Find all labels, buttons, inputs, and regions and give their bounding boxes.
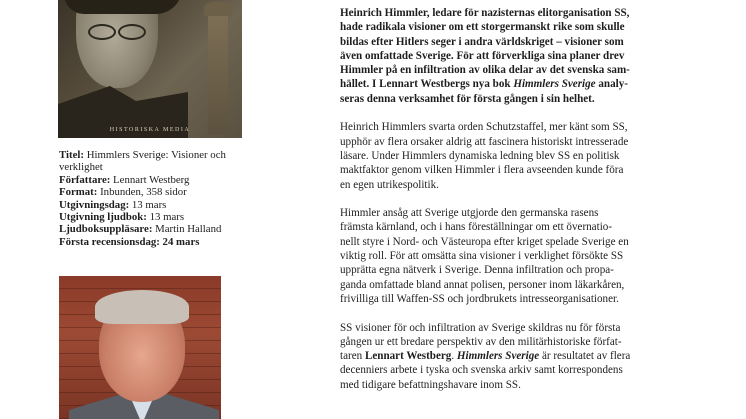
meta-author: Författare: Lennart Westberg <box>59 173 190 186</box>
lead-line: Himmler på en infiltration av olika delar av det svenska sam- <box>340 64 630 77</box>
text-line: decenniers arbete i tyska och svenska arkiv samt korrespondens <box>340 364 623 377</box>
cover-publisher: HISTORISKA MEDIA <box>109 127 191 133</box>
lead-line: Heinrich Himmler, ledare för nazisternas elitorganisation SS, <box>340 7 630 19</box>
text-line: SS visioner för och infiltration av Sverige skildras nu för första <box>340 321 621 334</box>
book-cover-image <box>58 0 242 138</box>
text-line: viktig roll. För att omsätta sina visioner i verklighet försökte SS <box>340 250 624 263</box>
text-line: en egen utrikespolitik. <box>340 178 439 191</box>
book-title-inline: Himmlers Sverige <box>513 78 596 91</box>
meta-review-date: Första recensionsdag: 24 mars <box>59 235 200 248</box>
portrait-glasses <box>84 24 150 38</box>
lead-line: bildas efter Hitlers seger i andra världskriget – visioner som <box>340 35 624 48</box>
meta-title-cont: verklighet <box>59 161 103 174</box>
portrait-cap <box>64 0 182 14</box>
paragraph-schutzstaffel <box>340 120 688 191</box>
text-line: Heinrich Himmlers svarta orden Schutzstaffel, mer känt som SS, <box>340 121 628 134</box>
author-photo <box>59 276 221 419</box>
author-name-inline: Lennart Westberg <box>364 350 452 363</box>
meta-title: Titel: Himmlers Sverige: Visioner och <box>59 149 226 161</box>
meta-audiobook: Utgivning ljudbok: 13 mars <box>59 211 185 224</box>
city-hall-tower <box>208 14 228 134</box>
meta-narrator: Ljudboksuppläsare: Martin Halland <box>59 223 222 236</box>
text-line: ganda omfattade bland annat polisen, personer inom läkarkåren, <box>340 278 625 291</box>
meta-release: Utgivningsdag: 13 mars <box>59 198 167 211</box>
book-title-inline: Himmlers Sverige <box>456 350 540 363</box>
text-line: nellt styre i Nord- och Västeuropa efter kriget spelade Sverige en <box>340 235 629 248</box>
paragraph-book-summary <box>340 321 688 392</box>
book-metadata <box>59 149 259 248</box>
meta-format: Format: Inbunden, 358 sidor <box>59 186 187 199</box>
lead-line: hade radikala visioner om ett storgermanskt rike som skulle <box>340 21 625 34</box>
text-line: frivilliga till Waffen-SS och jordbrukets intresseorganisationer. <box>340 292 619 305</box>
lead-line: hället. I Lennart Westbergs nya bok Himmlers Sverige analy- <box>340 78 628 91</box>
text-line: läsare. Under Himmlers dynamiska ledning blev SS en politisk <box>340 149 620 162</box>
lead-paragraph <box>340 6 688 106</box>
author-hair <box>95 290 189 324</box>
lead-line: seras denna verksamhet för första gången i sin helhet. <box>340 92 595 105</box>
press-release-body <box>340 6 688 406</box>
text-line: med tidigare befattningshavare inom SS. <box>340 378 521 391</box>
paragraph-sweden-role <box>340 206 688 306</box>
text-line: främsta kärnland, och i hans föreställningar om ett övernatio- <box>340 221 613 234</box>
text-line: gången ur ett bredare perspektiv av den militärhistoriske förfat- <box>340 335 622 348</box>
text-line: taren Lennart Westberg. Himmlers Sverige är resultatet av flera <box>340 350 631 363</box>
text-line: Himmler ansåg att Sverige utgjorde den germanska rasens <box>340 207 599 220</box>
text-line: upphör av flera orsaker aldrig att fascinera historiskt intresserade <box>340 135 629 148</box>
text-line: upprätta egna nätverk i Sverige. Denna infiltration och propa- <box>340 264 614 277</box>
lead-line: även omfattade Sverige. För att förverkliga sina planer drev <box>340 49 625 62</box>
text-line: maktfaktor genom vilken Himmler i flera avseenden kunde föra <box>340 164 624 177</box>
